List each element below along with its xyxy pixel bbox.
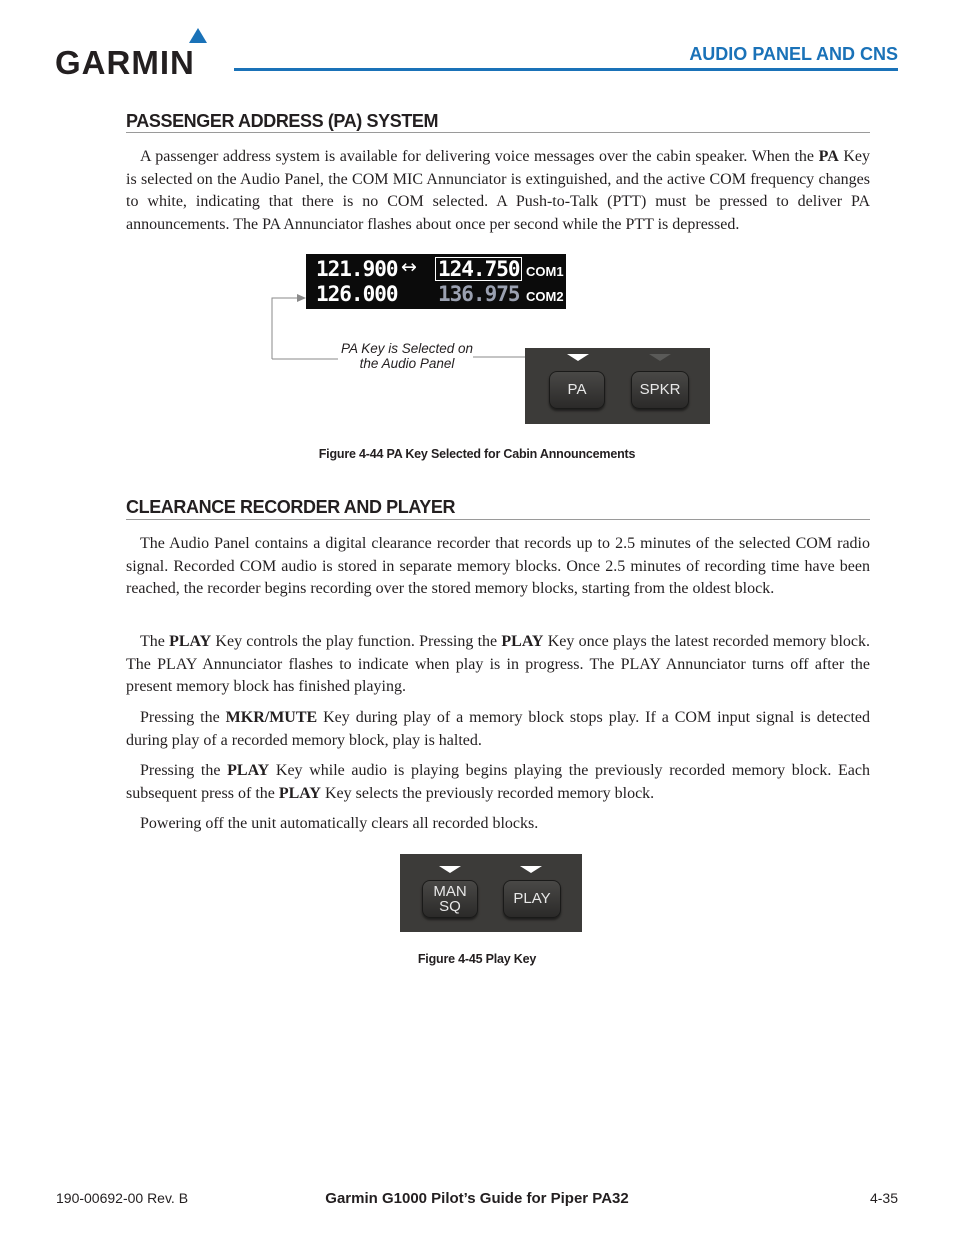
man-sq-key-line-2: SQ [439,898,461,915]
clearance-paragraph-1: The Audio Panel contains a digital clearance recorder that records up to 2.5 minutes of the selected COM radio signal. Recorded COM audio is stored in separate memory blocks. Once 2.5 minutes of recording time have been reached, the recorder begins recording over the stored memory blocks, starting from the oldest block. [126,535,870,597]
section-heading-pa: PASSENGER ADDRESS (PA) SYSTEM [126,111,439,131]
clearance-paragraph-3: Pressing the MKR/MUTE Key during play of a memory block stops play. If a COM input signal is detected during play of a recorded memory block, play is halted. [126,709,871,749]
com2-active-frequency: 136.975 [438,282,520,306]
audio-panel-pa-image [525,348,710,424]
pa-annunciator-icon [567,354,589,361]
clearance-paragraph-5: Powering off the unit automatically clears all recorded blocks. [140,815,539,832]
com1-label: COM1 [526,264,564,279]
audio-panel-play-image [400,854,582,932]
section-heading-clearance: CLEARANCE RECORDER AND PLAYER [126,497,456,517]
callout-line-1: PA Key is Selected on [340,341,474,356]
spkr-key: SPKR [631,371,689,409]
man-sq-annunciator-icon [439,866,461,873]
play-key: PLAY [503,880,561,918]
header-rule [234,68,898,71]
play-annunciator-icon [520,866,542,873]
pa-paragraph: A passenger address system is available for delivering voice messages over the cabin speaker. When the PA Key is selected on the Audio Panel, the COM MIC Annunciator is extinguished, and the active COM frequency changes to white, indicating that there is no COM selected. A Push-to-Talk (PTT) must be pressed to deliver PA announcements. The PA Annunciator flashes about once per second while the PTT is depressed. [126,148,871,233]
logo-text: GARMIN [55,44,195,81]
man-sq-key-line-1: MAN [433,883,467,900]
pa-key-callout [332,341,482,371]
logo-triangle-icon [189,28,207,43]
section-rule [126,132,870,133]
callout-line-2: the Audio Panel [359,356,455,371]
man-sq-key [422,880,478,918]
com1-active-frequency: 124.750 [438,257,520,281]
footer-page-number: 4-35 [869,1190,898,1206]
com2-label: COM2 [526,289,564,304]
clearance-paragraph-2: The PLAY Key controls the play function. Pressing the PLAY Key once plays the latest recorded memory block. The PLAY Annunciator flashes to indicate when play is in progress. The PLAY Annunciator turns off after the present memory block has finished playing. [126,633,871,695]
clearance-paragraph-4: Pressing the PLAY Key while audio is playing begins playing the previously recorded memory block. Each subsequent press of the PLAY Key selects the previously recorded memory block. [126,762,871,802]
figure-44-caption: Figure 4-44 PA Key Selected for Cabin Announcements [318,447,636,461]
footer-doc-number: 190-00692-00 Rev. B [56,1190,189,1206]
figure-45-caption: Figure 4-45 Play Key [417,952,537,966]
spkr-annunciator-icon [649,354,671,361]
garmin-logo [55,26,220,81]
header-section-title: AUDIO PANEL AND CNS [689,44,898,64]
pa-key: PA [549,371,605,409]
section-rule [126,519,870,520]
com1-standby-frequency: 121.900 [316,257,398,281]
com2-standby-frequency: 126.000 [316,282,398,306]
footer-title: Garmin G1000 Pilot’s Guide for Piper PA32 [325,1190,629,1207]
frequency-swap-arrow-icon: ↔ [401,256,416,278]
